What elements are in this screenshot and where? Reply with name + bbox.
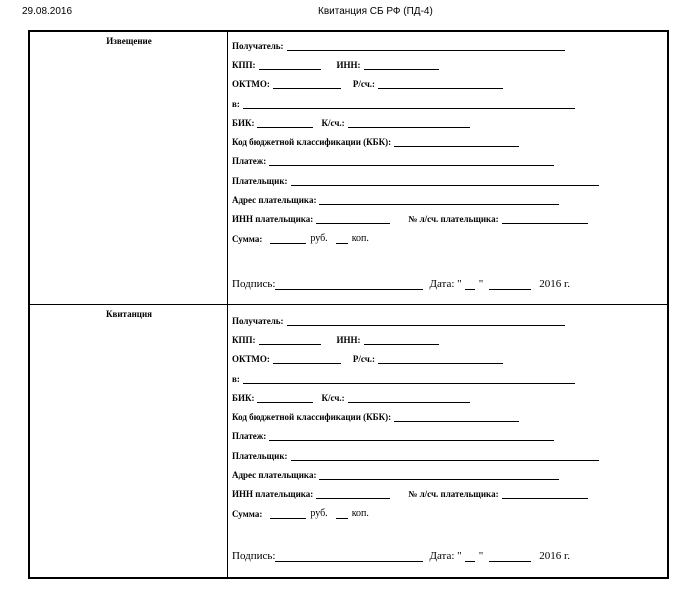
notice-label-column [30, 32, 228, 304]
recipient-field[interactable] [287, 315, 565, 326]
kpp-field[interactable] [259, 334, 321, 345]
payer-account-label: № л/сч. плательщика: [408, 214, 499, 224]
payer-row [232, 173, 599, 186]
kpp-label: КПП: [232, 60, 256, 70]
sum-kop-field[interactable] [336, 508, 348, 519]
signature-row [232, 546, 570, 562]
receipt-fields [232, 305, 662, 577]
payment-row [232, 428, 554, 441]
inn-label: ИНН: [336, 335, 361, 345]
date-month-field[interactable] [489, 549, 531, 562]
date-day-field[interactable] [465, 277, 475, 290]
sum-label: Сумма: [232, 509, 263, 519]
kpp-field[interactable] [259, 59, 321, 70]
payer-row [232, 448, 599, 461]
rub-label: руб. [310, 508, 328, 519]
date-quote: " [478, 278, 484, 290]
recipient-row [232, 38, 565, 51]
payment-label: Платеж: [232, 431, 267, 441]
payer-address-field[interactable] [319, 194, 559, 205]
sum-rub-field[interactable] [270, 508, 306, 519]
bik-label: БИК: [232, 393, 255, 403]
date-label: Дата: " [429, 278, 462, 290]
payer-address-field[interactable] [319, 469, 559, 480]
date-month-field[interactable] [489, 277, 531, 290]
corr-account-field[interactable] [348, 392, 470, 403]
sum-label: Сумма: [232, 234, 263, 244]
receipt-label: Квитанция [105, 309, 153, 319]
payer-field[interactable] [291, 450, 599, 461]
kbk-label: Код бюджетной классификации (КБК): [232, 137, 392, 147]
payment-label: Платеж: [232, 156, 267, 166]
oktmo-label: ОКТМО: [232, 79, 270, 89]
bank-field[interactable] [243, 373, 575, 384]
notice-section [30, 32, 667, 305]
kbk-field[interactable] [394, 411, 519, 422]
payer-inn-field[interactable] [316, 213, 390, 224]
payer-inn-field[interactable] [316, 488, 390, 499]
bik-field[interactable] [257, 117, 313, 128]
payment-field[interactable] [269, 155, 554, 166]
kbk-label: Код бюджетной классификации (КБК): [232, 412, 392, 422]
payer-address-label: Адрес плательщика: [232, 195, 317, 205]
notice-fields [232, 32, 662, 304]
sum-kop-field[interactable] [336, 233, 348, 244]
inn-field[interactable] [364, 334, 439, 345]
payer-inn-row [232, 211, 588, 224]
payment-field[interactable] [269, 430, 554, 441]
kpp-inn-row [232, 57, 439, 70]
kbk-row [232, 409, 519, 422]
bank-row [232, 96, 575, 109]
sum-row [232, 506, 369, 519]
signature-label: Подпись: [232, 278, 276, 290]
payer-address-label: Адрес плательщика: [232, 470, 317, 480]
kop-label: коп. [351, 233, 369, 244]
kop-label: коп. [351, 508, 369, 519]
bik-field[interactable] [257, 392, 313, 403]
recipient-label: Получатель: [232, 316, 284, 326]
inn-field[interactable] [364, 59, 439, 70]
bank-row [232, 371, 575, 384]
payer-inn-row [232, 486, 588, 499]
date-day-field[interactable] [465, 549, 475, 562]
sum-row [232, 231, 369, 244]
payment-form [28, 30, 669, 579]
sum-rub-field[interactable] [270, 233, 306, 244]
payer-address-row [232, 467, 559, 480]
bik-label: БИК: [232, 118, 255, 128]
payer-account-field[interactable] [502, 488, 588, 499]
kbk-row [232, 134, 519, 147]
kpp-label: КПП: [232, 335, 256, 345]
account-field[interactable] [378, 353, 503, 364]
receipt-label-column [30, 305, 228, 577]
notice-label: Извещение [106, 36, 152, 46]
payer-account-label: № л/сч. плательщика: [408, 489, 499, 499]
oktmo-field[interactable] [273, 353, 341, 364]
payer-label: Плательщик: [232, 451, 288, 461]
oktmo-account-row [232, 76, 503, 89]
receipt-section [30, 305, 667, 577]
payer-label: Плательщик: [232, 176, 288, 186]
page-title: Квитанция СБ РФ (ПД-4) [318, 6, 433, 17]
bik-corr-row [232, 115, 470, 128]
signature-field[interactable] [275, 549, 423, 562]
print-date: 29.08.2016 [22, 6, 73, 17]
kbk-field[interactable] [394, 136, 519, 147]
signature-row [232, 274, 570, 290]
date-quote: " [478, 550, 484, 562]
signature-label: Подпись: [232, 550, 276, 562]
bank-label: в: [232, 374, 240, 384]
inn-label: ИНН: [336, 60, 361, 70]
corr-account-label: К/сч.: [321, 118, 345, 128]
oktmo-account-row [232, 351, 503, 364]
oktmo-label: ОКТМО: [232, 354, 270, 364]
rub-label: руб. [310, 233, 328, 244]
payer-account-field[interactable] [502, 213, 588, 224]
payer-address-row [232, 192, 559, 205]
payment-row [232, 153, 554, 166]
recipient-field[interactable] [287, 40, 565, 51]
year-label: 2016 г. [539, 550, 570, 562]
account-label: Р/сч.: [352, 79, 376, 89]
corr-account-label: К/сч.: [321, 393, 345, 403]
recipient-row [232, 313, 565, 326]
account-label: Р/сч.: [352, 354, 376, 364]
bank-label: в: [232, 99, 240, 109]
corr-account-field[interactable] [348, 117, 470, 128]
payer-inn-label: ИНН плательщика: [232, 214, 314, 224]
bank-field[interactable] [243, 98, 575, 109]
signature-field[interactable] [275, 277, 423, 290]
oktmo-field[interactable] [273, 78, 341, 89]
bik-corr-row [232, 390, 470, 403]
payer-inn-label: ИНН плательщика: [232, 489, 314, 499]
date-label: Дата: " [429, 550, 462, 562]
kpp-inn-row [232, 332, 439, 345]
year-label: 2016 г. [539, 278, 570, 290]
recipient-label: Получатель: [232, 41, 284, 51]
account-field[interactable] [378, 78, 503, 89]
payer-field[interactable] [291, 175, 599, 186]
